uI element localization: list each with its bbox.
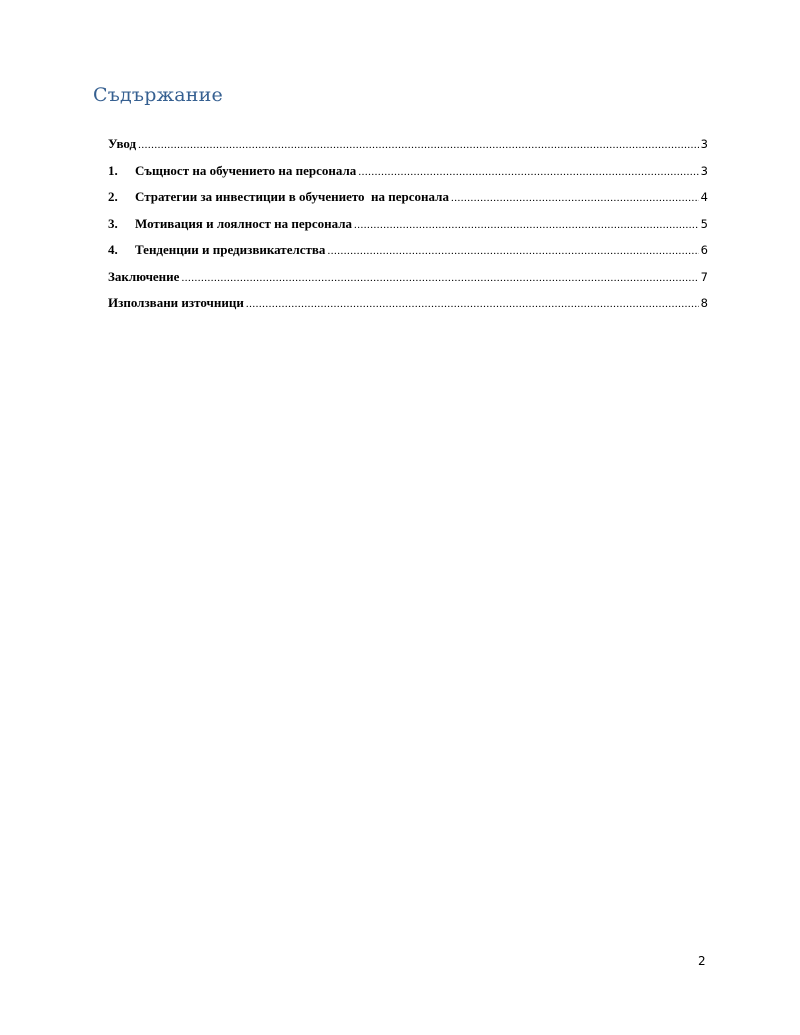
- toc-entry-4[interactable]: [108, 242, 708, 269]
- page-number: 2: [698, 954, 706, 968]
- toc-leader-dots: [451, 192, 699, 204]
- toc-leader-dots: [327, 245, 698, 257]
- table-of-contents: [108, 136, 708, 322]
- toc-entry-page: 3: [700, 163, 708, 178]
- toc-heading: Съдържание: [93, 84, 223, 106]
- toc-entry-page: 8: [700, 296, 708, 310]
- toc-entry-number: 4.: [108, 242, 118, 257]
- toc-entry-title: Същност на обучението на персонала: [135, 162, 357, 178]
- toc-entry-conclusion[interactable]: [108, 269, 708, 296]
- toc-entry-intro[interactable]: [108, 136, 708, 163]
- toc-leader-dots: [358, 166, 698, 178]
- toc-entry-page: 3: [700, 137, 708, 151]
- toc-entry-title: Увод: [108, 136, 137, 151]
- toc-entry-page: 5: [700, 216, 708, 231]
- toc-entry-title: Заключение: [108, 268, 180, 284]
- toc-entry-1[interactable]: [108, 163, 708, 190]
- toc-entry-number: 1.: [108, 162, 118, 178]
- toc-entry-title: Стратегии за инвестиции в обучението на персонала: [135, 189, 449, 204]
- toc-entry-number: 3.: [108, 215, 118, 231]
- toc-entry-page: 6: [700, 243, 708, 257]
- toc-entry-title: Тенденции и предизвикателства: [135, 242, 326, 257]
- toc-entry-number: 2.: [108, 189, 118, 204]
- toc-entry-2[interactable]: [108, 189, 708, 216]
- toc-leader-dots: [246, 298, 699, 310]
- toc-entry-sources[interactable]: [108, 295, 708, 322]
- toc-entry-title: Използвани източници: [108, 295, 244, 310]
- toc-leader-dots: [138, 139, 699, 151]
- toc-entry-title: Мотивация и лоялност на персонала: [135, 215, 352, 231]
- toc-entry-page: 4: [700, 190, 708, 204]
- toc-leader-dots: [181, 272, 698, 284]
- toc-leader-dots: [354, 219, 699, 231]
- toc-entry-page: 7: [700, 269, 708, 284]
- toc-entry-3[interactable]: [108, 216, 708, 243]
